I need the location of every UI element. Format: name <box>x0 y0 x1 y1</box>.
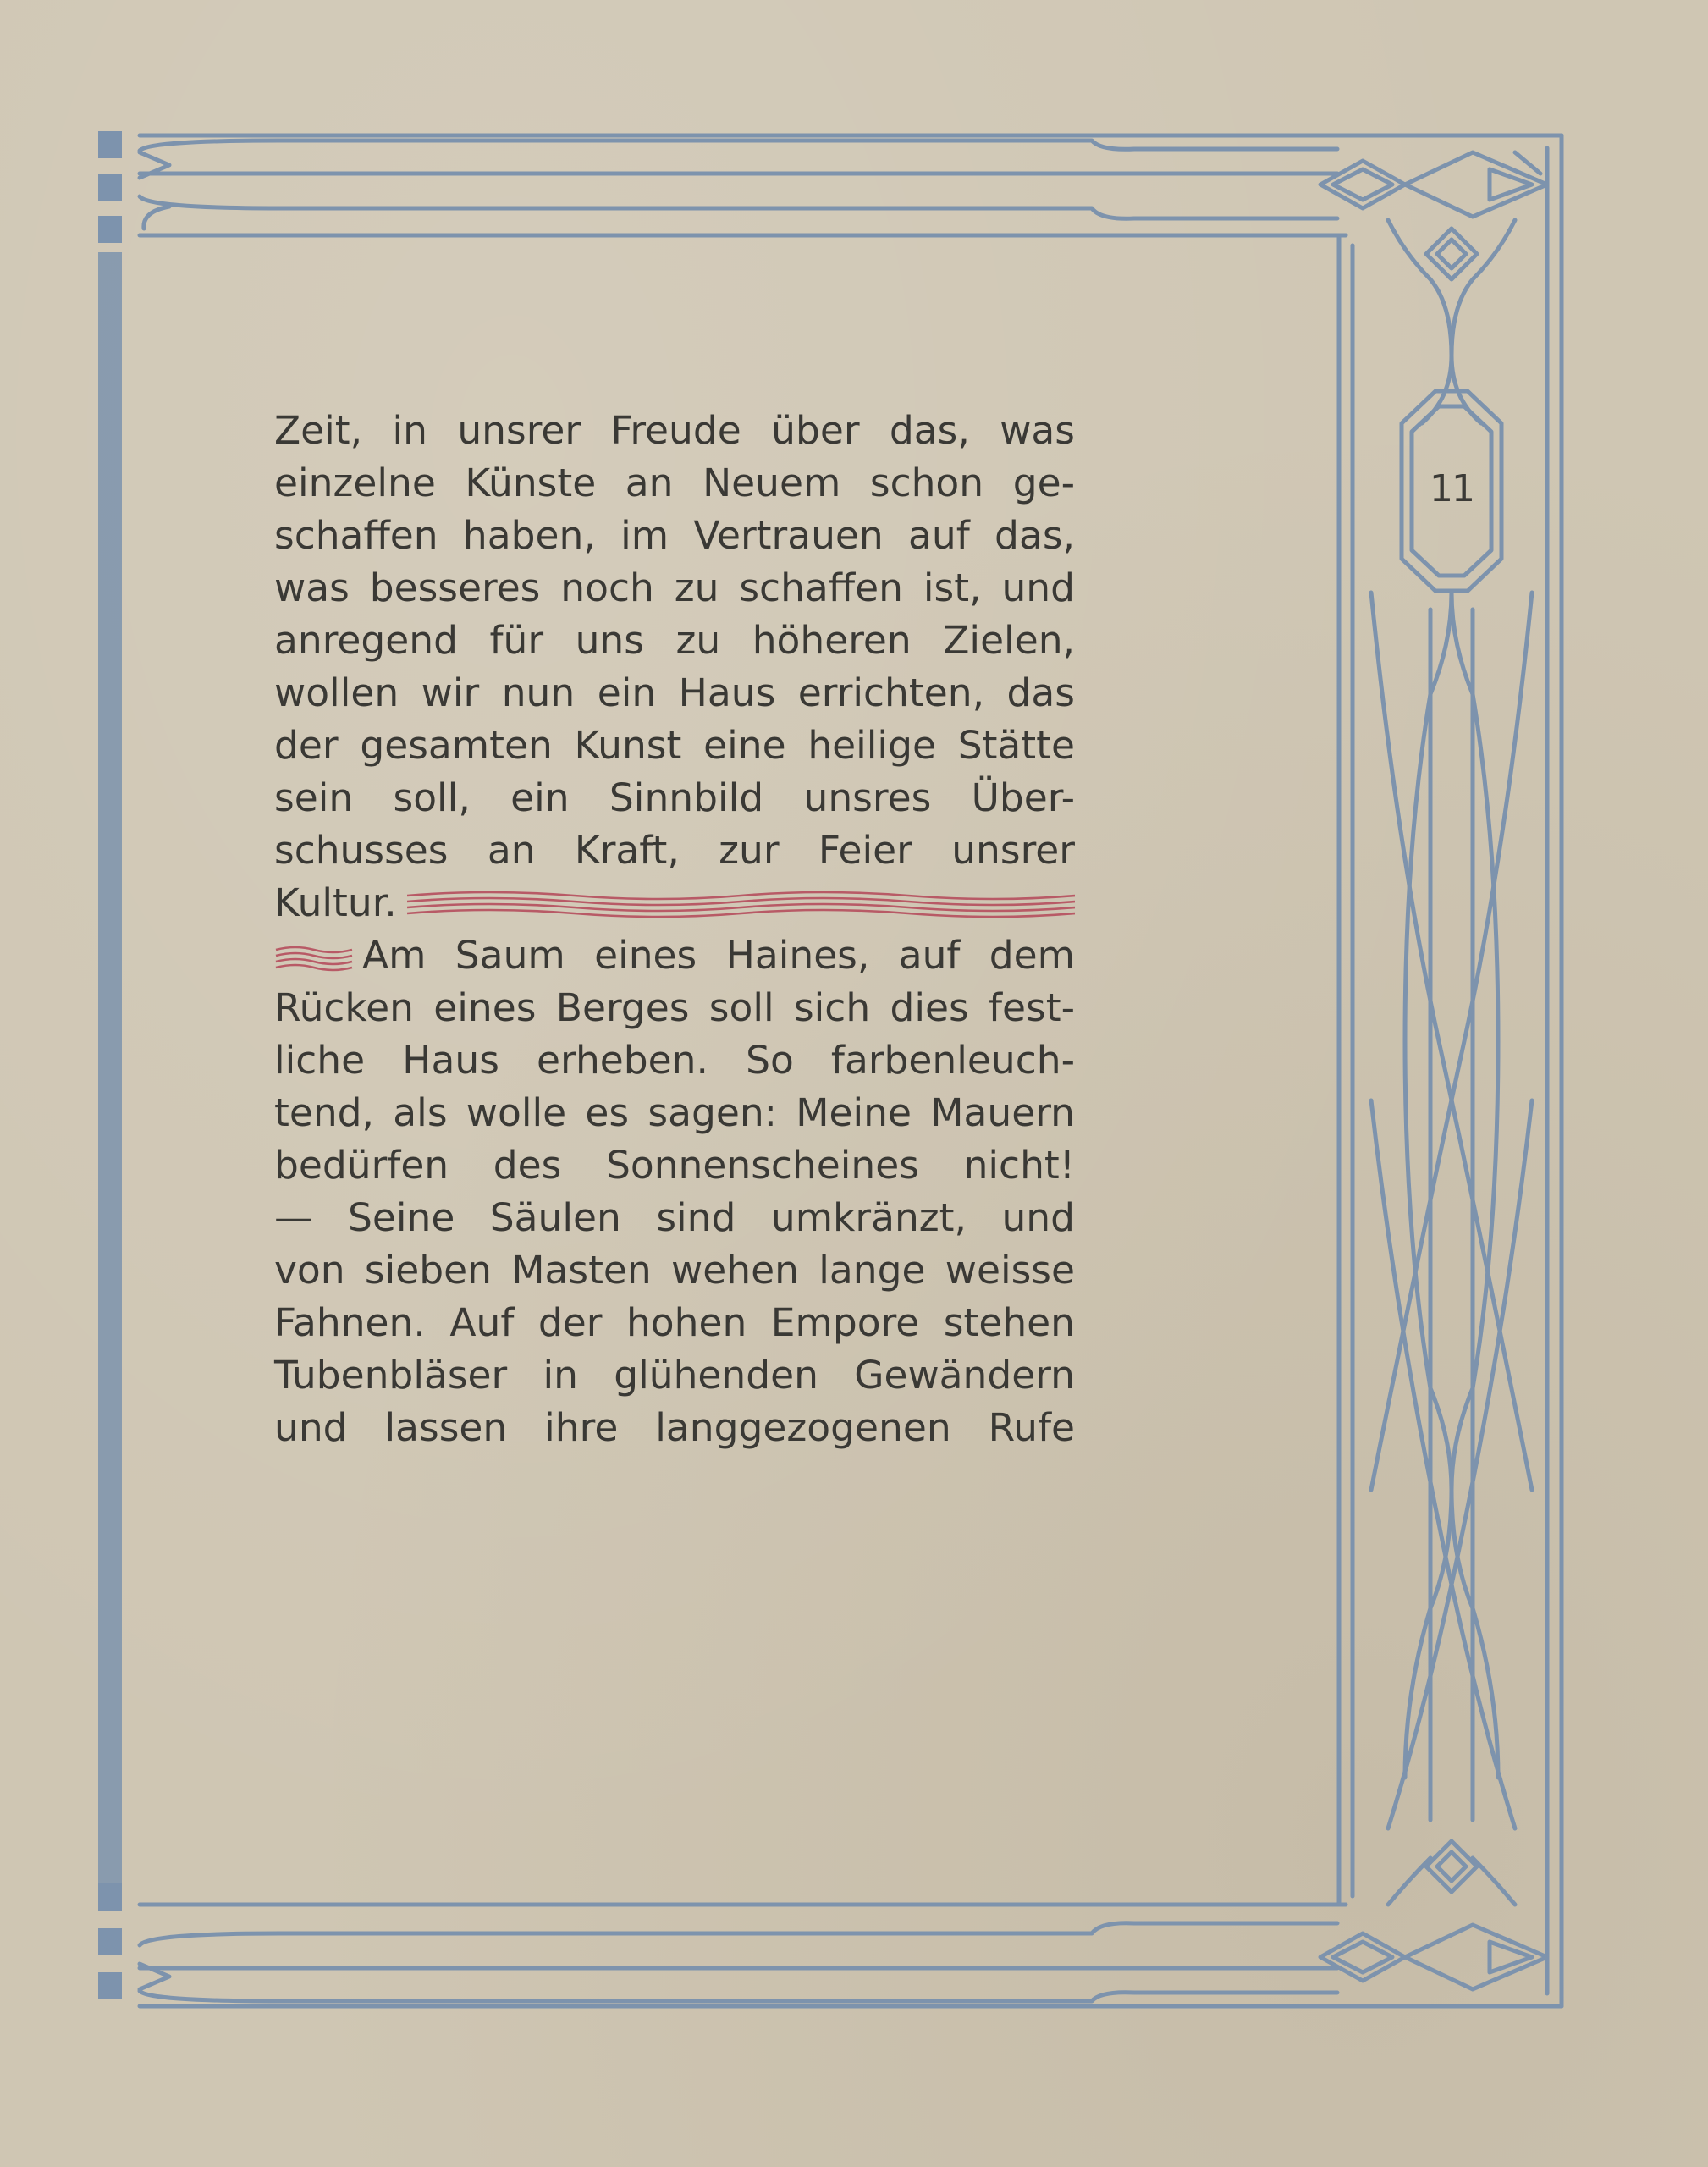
body-text <box>274 405 1075 1454</box>
text-line-with-end-ornament <box>274 877 1075 929</box>
text-line: Fahnen. Auf der hohen Empore stehen <box>274 1300 1075 1345</box>
text-line: sein soll, ein Sinnbild unsres Über- <box>274 775 1075 820</box>
text-line: — Seine Säulen sind umkränzt, und <box>274 1195 1075 1240</box>
text-line: tend, als wolle es sagen: Meine Mauern <box>274 1090 1075 1135</box>
text-line: der gesamten Kunst eine heilige Stätte <box>274 723 1075 768</box>
text-line: Tubenbläser in glühenden Gewändern <box>274 1353 1075 1398</box>
text-line-with-lead-ornament <box>274 929 1075 982</box>
text-line: Am Saum eines Haines, auf dem <box>362 933 1075 978</box>
text-line: schaffen haben, im Vertrauen auf das, <box>274 513 1075 558</box>
text-line: was besseres noch zu schaffen ist, und <box>274 565 1075 610</box>
text-line: anregend für uns zu höheren Zielen, <box>274 618 1075 663</box>
text-line: Rücken eines Berges soll sich dies fest- <box>274 985 1075 1030</box>
text-line: und lassen ihre langgezogenen Rufe <box>274 1405 1075 1450</box>
text-line: Zeit, in unsrer Freude über das, was <box>274 408 1075 453</box>
text-line: Kultur. <box>274 880 397 925</box>
text-line: liche Haus erheben. So farbenleuch- <box>274 1038 1075 1083</box>
text-line: wollen wir nun ein Haus errichten, das <box>274 670 1075 715</box>
text-line: schusses an Kraft, zur Feier unsrer <box>274 828 1075 873</box>
wavy-line-ornament-icon <box>407 887 1075 924</box>
text-line: von sieben Masten wehen lange weisse <box>274 1248 1075 1293</box>
text-line: einzelne Künste an Neuem schon ge- <box>274 460 1075 505</box>
page-number: 11 <box>1430 467 1474 510</box>
wavy-line-ornament-icon <box>274 941 354 975</box>
text-line: bedürfen des Sonnenscheines nicht! <box>274 1143 1075 1188</box>
